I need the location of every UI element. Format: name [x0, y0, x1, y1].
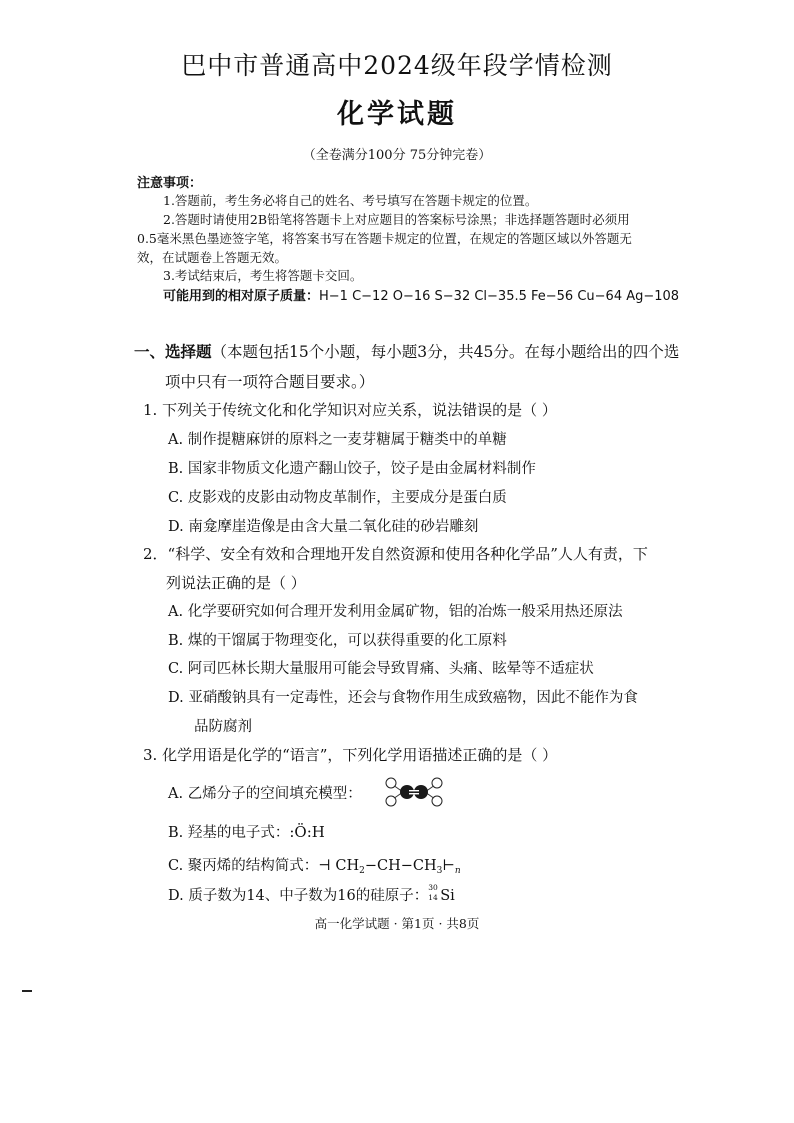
atomic-masses-values: H−1 C−12 O−16 S−32 Cl−35.5 Fe−56 Cu−64 Ag−108	[319, 289, 680, 304]
polypropylene-formula	[318, 858, 460, 874]
notice-heading: 注意事项：	[137, 176, 203, 191]
q3-option-d-label: D. 质子数为14、中子数为16的硅原子：	[168, 888, 429, 904]
section-1-desc: （本题包括15个小题，每小题3分，共45分。在每小题给出的四个选	[211, 343, 680, 361]
q3-option-c	[168, 854, 461, 876]
notice-line-2: 2.答题时请使用2B铅笔将答题卡上对应题目的答案标号涂黑；非选择题答题时必须用	[163, 212, 630, 227]
formula-part-c: ⊢	[442, 858, 455, 874]
q2-option-d-2: 品防腐剂	[194, 719, 252, 735]
element-symbol: Si	[440, 888, 455, 904]
section-1-title: 一、选择题	[134, 343, 212, 361]
q2-option-d-1: D. 亚硝酸钠具有一定毒性，还会与食物作用生成致癌物，因此不能作为食	[168, 690, 638, 706]
notice-line-5: 3.考试结束后，考生将答题卡交回。	[163, 268, 363, 283]
section-1-desc-2: 项中只有一项符合题目要求。）	[165, 373, 375, 391]
q3-option-b-label: B. 羟基的电子式：	[168, 825, 290, 841]
subject-title: 化学试题	[337, 99, 457, 130]
mass-number: 30	[428, 883, 438, 892]
q3-option-b	[168, 821, 325, 842]
page-footer: 高一化学试题 · 第1页 · 共8页	[314, 916, 480, 931]
q1-option-c: C. 皮影戏的皮影由动物皮革制作，主要成分是蛋白质	[168, 490, 507, 506]
notice-line-4: 效，在试题卷上答题无效。	[137, 250, 288, 265]
formula-part-a: ⊣ CH	[318, 858, 360, 874]
nuclide-numbers	[428, 883, 440, 902]
hydroxyl-electron-formula: :Ö:H	[289, 823, 325, 841]
atomic-number: 14	[428, 893, 438, 902]
section-1-heading	[134, 340, 679, 362]
formula-part-b: −CH−CH	[364, 858, 437, 874]
q2-option-c: C. 阿司匹林长期大量服用可能会导致胃痛、头痛、眩晕等不适症状	[168, 661, 594, 677]
q2-stem-2: 列说法正确的是（ ）	[166, 574, 306, 592]
notice-line-1: 1.答题前，考生务必将自己的姓名、考号填写在答题卡规定的位置。	[163, 193, 538, 208]
q2-stem-1: 2．“科学、安全有效和合理地开发自然资源和使用各种化学品”人人有责，下	[143, 545, 648, 563]
atomic-masses	[163, 285, 679, 304]
formula-sub-b: 3	[436, 866, 443, 876]
q3-option-a: A. 乙烯分子的空间填充模型：	[168, 786, 362, 802]
q1-option-b: B. 国家非物质文化遗产翻山饺子，饺子是由金属材料制作	[168, 461, 536, 477]
q3-option-c-label: C. 聚丙烯的结构简式：	[168, 858, 319, 874]
q2-option-a: A. 化学要研究如何合理开发利用金属矿物，铝的冶炼一般采用热还原法	[168, 604, 623, 620]
notice-line-3: 0.5毫米黑色墨迹签字笔，将答案书写在答题卡规定的位置，在规定的答题区域以外答题无	[137, 231, 632, 246]
q2-option-b: B. 煤的干馏属于物理变化，可以获得重要的化工原料	[168, 633, 507, 649]
q1-option-a: A. 制作提糖麻饼的原料之一麦芽糖属于糖类中的单糖	[168, 432, 507, 448]
q3-stem: 3. 化学用语是化学的“语言”，下列化学用语描述正确的是（ ）	[143, 746, 558, 764]
q3-option-d	[168, 884, 455, 905]
formula-sub-n: n	[454, 866, 461, 876]
score-note: （全卷满分100分 75分钟完卷）	[302, 148, 492, 163]
q1-option-d: D. 南龛摩崖造像是由含大量二氧化硅的砂岩雕刻	[168, 519, 479, 535]
exam-title: 巴中市普通高中2024级年段学情检测	[181, 51, 613, 80]
atomic-masses-label: 可能用到的相对原子质量：	[163, 289, 320, 304]
margin-mark	[22, 990, 32, 992]
formula-sub-a: 2	[359, 866, 365, 876]
ethylene-space-filling-model-icon	[383, 777, 445, 807]
q1-stem: 1. 下列关于传统文化和化学知识对应关系，说法错误的是（ ）	[143, 401, 557, 419]
